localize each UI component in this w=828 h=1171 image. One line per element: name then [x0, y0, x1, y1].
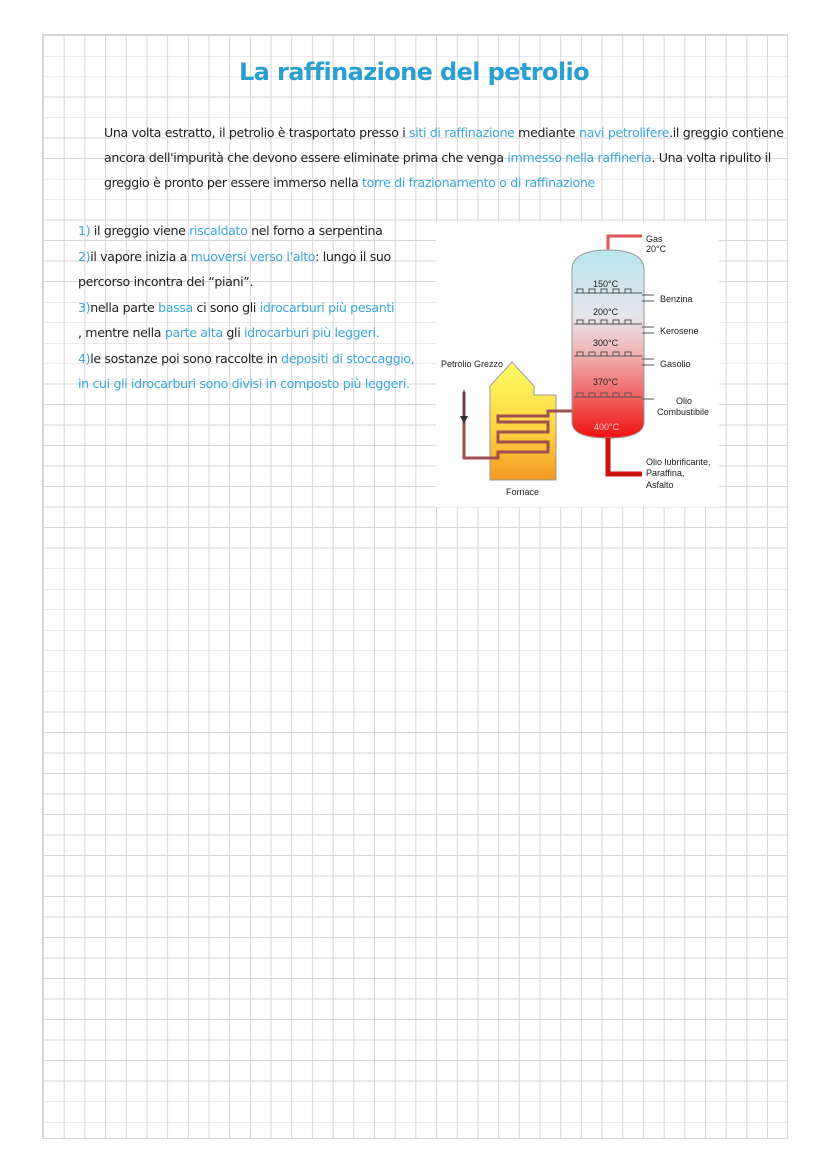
intro-highlight: navi petrolifere	[578, 125, 670, 140]
gasolio-label: Gasolio	[660, 359, 691, 369]
intro-highlight: siti di raffinazione	[409, 125, 515, 140]
step-2-continued	[78, 269, 418, 295]
step-4	[78, 346, 418, 372]
step-4-continued	[78, 371, 418, 397]
step-highlight: in cui gli idrocarburi sono divisi in composto più leggeri.	[78, 376, 410, 391]
benzina-label: Benzina	[660, 294, 693, 304]
step-highlight: idrocarburi più pesanti	[259, 299, 395, 315]
step-text: nel forno a serpentina	[247, 223, 383, 238]
olio-label: Olio	[676, 396, 693, 406]
step-highlight: idrocarburi più leggeri.	[244, 325, 380, 340]
step-number: 3)	[78, 299, 91, 315]
lubricant-label: Olio lubrificante,	[646, 457, 711, 467]
step-number: 4)	[78, 350, 91, 366]
arrow-head	[460, 416, 468, 424]
intro-text: . Una volta ripulito il greggio è pronto per essere immerso nella	[104, 150, 771, 190]
distillation-tower-diagram	[436, 222, 719, 507]
step-text: , mentre nella	[78, 325, 165, 340]
step-text: gli	[222, 325, 244, 340]
step-text: il greggio viene	[90, 223, 190, 238]
asphalt-label: Asfalto	[646, 480, 674, 490]
kerosene-label: Kerosene	[660, 326, 699, 336]
step-2	[78, 244, 418, 270]
gas-temp-label: 20°C	[646, 244, 667, 254]
step-text: percorso incontra dei “piani”.	[78, 274, 254, 289]
temp-150-label: 150°C	[593, 279, 619, 289]
step-1	[78, 218, 418, 244]
step-text: nella parte	[90, 299, 159, 315]
gas-label: Gas	[646, 234, 663, 244]
refinery-diagram	[436, 222, 719, 507]
furnace-label: Fornace	[506, 487, 540, 497]
step-text: le sostanze poi sono raccolte in	[90, 350, 282, 366]
step-highlight: parte alta	[164, 325, 223, 340]
page-title: La raffinazione del petrolio	[238, 58, 590, 86]
step-text: : lungo il suo	[315, 248, 391, 264]
step-text: ci sono gli	[192, 299, 260, 315]
steps-list	[78, 218, 418, 397]
step-highlight: muoversi verso l'alto	[190, 248, 316, 264]
residue-outlet-pipe	[608, 438, 642, 474]
crude-oil-label: Petrolio Grezzo	[441, 359, 504, 369]
intro-paragraph	[104, 120, 784, 195]
temp-370-label: 370°C	[593, 377, 619, 387]
step-number: 1)	[78, 223, 91, 238]
step-3	[78, 295, 418, 321]
intro-text: Una volta estratto, il petrolio è trasportato presso i	[104, 125, 410, 140]
step-highlight: riscaldato	[189, 223, 248, 238]
temp-300-label: 300°C	[593, 338, 619, 348]
intro-text: mediante	[514, 125, 579, 140]
step-text: il vapore inizia a	[90, 248, 191, 264]
step-number: 2)	[78, 248, 91, 264]
grid-paper	[42, 34, 788, 1139]
intro-text: .il greggio contiene ancora dell'impurità che devono essere eliminate prima che venga	[104, 125, 784, 165]
paraffin-label: Paraffina,	[646, 468, 685, 478]
intro-highlight: immesso nella raffineria	[507, 150, 652, 165]
intro-highlight: torre di frazionamento o di raffinazione	[362, 175, 595, 190]
temp-200-label: 200°C	[593, 307, 619, 317]
step-3-continued	[78, 320, 418, 346]
step-highlight: bassa	[158, 299, 193, 315]
temp-400-label: 400°C	[594, 422, 620, 432]
step-highlight: depositi di stoccaggio,	[281, 350, 415, 366]
combustibile-label: Combustibile	[657, 407, 710, 417]
